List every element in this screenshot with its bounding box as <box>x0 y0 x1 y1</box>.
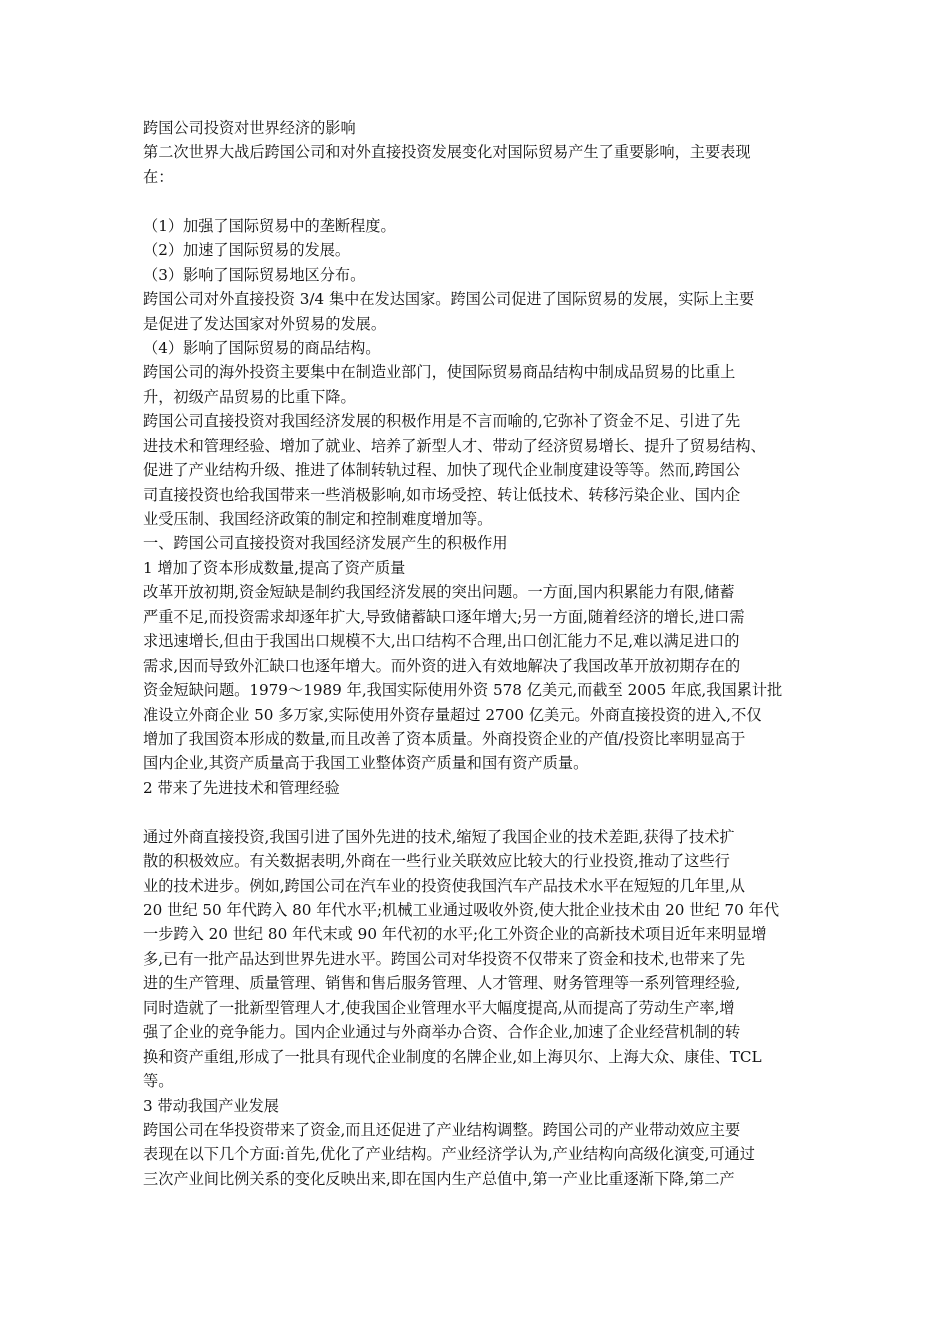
text-line: 同时造就了一批新型管理人才,使我国企业管理水平大幅度提高,从而提高了劳动生产率,增 <box>143 998 735 1017</box>
text-line: 散的积极效应。有关数据表明,外商在一些行业关联效应比较大的行业投资,推动了这些行 <box>143 852 730 871</box>
text-line: （2）加速了国际贸易的发展。 <box>143 241 351 260</box>
text-line: 需求,因而导致外汇缺口也逐年增大。而外资的进入有效地解决了我国改革开放初期存在的 <box>143 656 741 675</box>
text-line: 跨国公司对外直接投资 3/4 集中在发达国家。跨国公司促进了国际贸易的发展，实际上主要 <box>143 290 755 309</box>
text-line: 等。 <box>143 1072 174 1091</box>
text-line: 准设立外商企业 50 多万家,实际使用外资存量超过 2700 亿美元。外商直接投资的进入,不仅 <box>143 705 762 724</box>
text-line: 跨国公司在华投资带来了资金,而且还促进了产业结构调整。跨国公司的产业带动效应主要 <box>143 1120 741 1139</box>
text-line: 是促进了发达国家对外贸易的发展。 <box>143 314 386 333</box>
text-line: 一步跨入 20 世纪 80 年代末或 90 年代初的水平;化工外资企业的高新技术项目近年来明显增 <box>143 925 767 944</box>
text-line: 业受压制、我国经济政策的制定和控制难度增加等。 <box>143 510 493 528</box>
text-line: 促进了产业结构升级、推进了体制转轨过程、加快了现代企业制度建设等等。然而,跨国公 <box>143 461 741 480</box>
text-line: 升，初级产品贸易的比重下降。 <box>143 387 356 406</box>
text-line: （3）影响了国际贸易地区分布。 <box>143 265 366 284</box>
text-line: 改革开放初期,资金短缺是制约我国经济发展的突出问题。一方面,国内积累能力有限,储蓄 <box>143 583 735 602</box>
text-line: 20 世纪 50 年代跨入 80 年代水平;机械工业通过吸收外资,使大批企业技术由 20 世纪 70 年代 <box>143 901 780 919</box>
text-line: 第二次世界大战后跨国公司和对外直接投资发展变化对国际贸易产生了重要影响，主要表现 <box>143 143 751 162</box>
blank-line <box>143 800 811 824</box>
text-line: 三次产业间比例关系的变化反映出来,即在国内生产总值中,第一产业比重逐渐下降,第二产 <box>143 1169 735 1188</box>
text-line: 2 带来了先进技术和管理经验 <box>143 778 340 797</box>
text-line: 业的技术进步。例如,跨国公司在汽车业的投资使我国汽车产品技术水平在短短的几年里,从 <box>143 876 745 895</box>
text-line: 国内企业,其资产质量高于我国工业整体资产质量和国有资产质量。 <box>143 754 589 773</box>
text-line: 跨国公司的海外投资主要集中在制造业部门，使国际贸易商品结构中制成品贸易的比重上 <box>143 363 736 382</box>
document-title: 跨国公司投资对世界经济的影响 <box>143 119 356 137</box>
text-line: 资金短缺问题。1979～1989 年,我国实际使用外资 578 亿美元,而截至 2005 年底,我国累计批 <box>143 681 783 700</box>
text-line: 进的生产管理、质量管理、销售和售后服务管理、人才管理、财务管理等一系列管理经验, <box>143 974 741 993</box>
document-body <box>143 116 811 1191</box>
text-line: 在： <box>143 167 174 186</box>
text-line: 司直接投资也给我国带来一些消极影响,如市场受控、转让低技术、转移污染企业、国内企 <box>143 485 741 504</box>
text-line: （4）影响了国际贸易的商品结构。 <box>143 338 381 357</box>
blank-line <box>143 189 811 213</box>
text-line: 换和资产重组,形成了一批具有现代企业制度的名牌企业,如上海贝尔、上海大众、康佳、TCL <box>143 1047 762 1066</box>
text-line: 求迅速增长,但由于我国出口规模不大,出口结构不合理,出口创汇能力不足,难以满足进口的 <box>143 632 740 651</box>
text-line: 1 增加了资本形成数量,提高了资产质量 <box>143 558 406 577</box>
text-line: 进技术和管理经验、增加了就业、培养了新型人才、带动了经济贸易增长、提升了贸易结构、 <box>143 436 766 455</box>
text-line: 表现在以下几个方面:首先,优化了产业结构。产业经济学认为,产业结构向高级化演变,可通过 <box>143 1145 755 1164</box>
text-line: 3 带动我国产业发展 <box>143 1096 279 1115</box>
text-line: 一、跨国公司直接投资对我国经济发展产生的积极作用 <box>143 534 508 553</box>
text-line: 增加了我国资本形成的数量,而且改善了资本质量。外商投资企业的产值/投资比率明显高于 <box>143 729 746 748</box>
text-line: （1）加强了国际贸易中的垄断程度。 <box>143 216 396 235</box>
text-line: 通过外商直接投资,我国引进了国外先进的技术,缩短了我国企业的技术差距,获得了技术扩 <box>143 827 735 846</box>
text-line: 跨国公司直接投资对我国经济发展的积极作用是不言而喻的,它弥补了资金不足、引进了先 <box>143 412 741 431</box>
text-line: 多,已有一批产品达到世界先进水平。跨国公司对华投资不仅带来了资金和技术,也带来了先 <box>143 949 745 968</box>
text-line: 强了企业的竞争能力。国内企业通过与外商举办合资、合作企业,加速了企业经营机制的转 <box>143 1023 741 1042</box>
text-line: 严重不足,而投资需求却逐年扩大,导致储蓄缺口逐年增大;另一方面,随着经济的增长,进口需 <box>143 607 745 626</box>
